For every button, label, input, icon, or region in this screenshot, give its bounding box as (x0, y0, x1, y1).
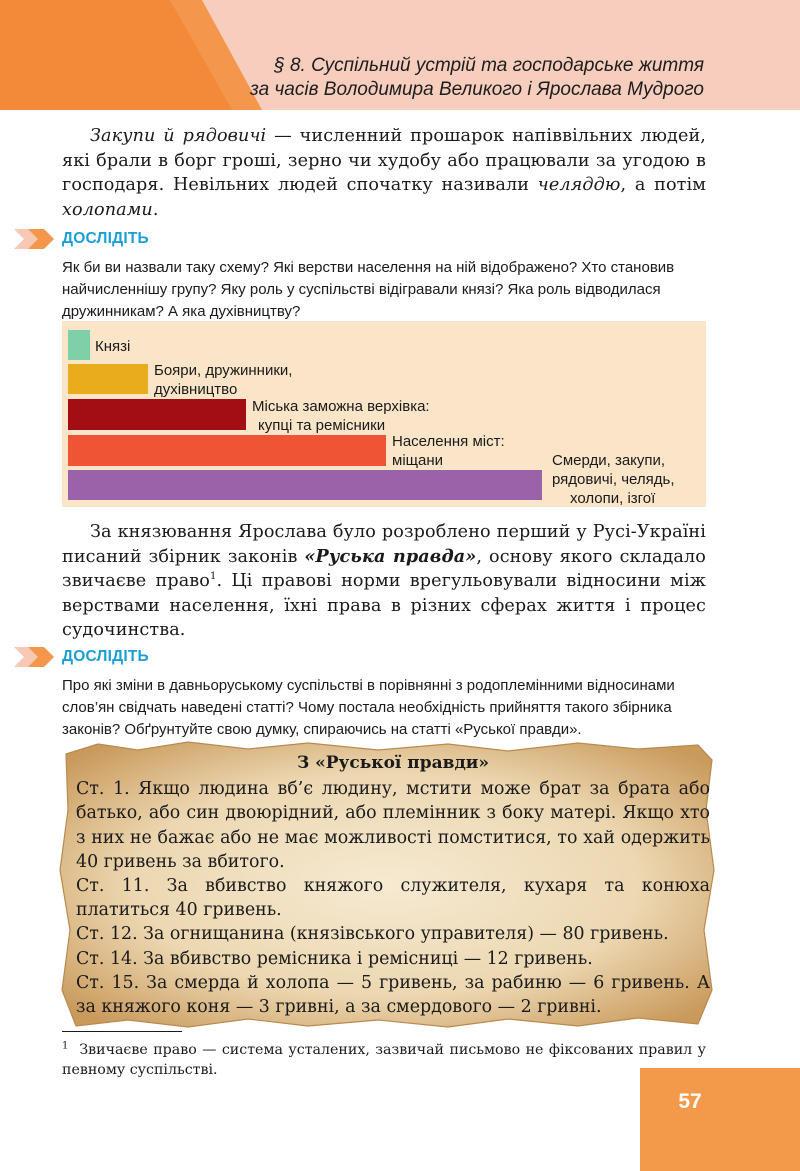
section-title-line2: за часів Володимира Великого і Ярослава Мудрого (249, 79, 704, 100)
term-cheliad: челяддю (537, 175, 621, 195)
label-townspeople (392, 432, 505, 470)
bar-townspeople (68, 435, 386, 466)
footnote-text: Звичаєве право — система усталених, зазвичай письмово не фіксованих правил у певному суспільстві. (62, 1042, 706, 1078)
paragraph-ruska-pravda (62, 520, 706, 643)
term-ruska-pravda: «Руська правда» (304, 545, 477, 567)
research-heading-2 (14, 646, 149, 668)
label-peasants-line3: холопи, ізгої (570, 490, 656, 507)
article-1: Ст. 1. Якщо людина вб’є людину, мстити може брат за брата або батько, або син двоюрідний, або племінник з боку матері. Якщо хто з них не бажає або не має можливості помститися, то хай одержить 40 гривень за вбитого. (76, 779, 710, 872)
label-boyars-line2: духівництво (154, 381, 238, 398)
label-peasants (552, 451, 675, 508)
label-urban-elite-line1: Міська заможна верхівка: (252, 398, 430, 415)
article-15: Ст. 15. За смерда й холопа — 5 гривень, за рабиню — 6 гривень. А за княжого коня — 3 гривні, а за смердового — 2 гривні. (76, 972, 710, 1018)
label-urban-elite-line2: купці та ремісники (258, 417, 386, 434)
research-question-1: Як би ви назвали таку схему? Які верстви населення на ній відображено? Хто становив найчисленнішу групу? Яку роль у суспільстві відігравали князі? Яка роль відводилася дружинникам? А яка духівництву? (62, 259, 675, 320)
chevron-arrow-icon (14, 647, 58, 667)
paragraph-text: . (152, 199, 159, 220)
chevron-arrow-icon (14, 229, 58, 249)
article-11: Ст. 11. За вбивство княжого служителя, кухаря та конюха платиться 40 гривень. (76, 876, 710, 921)
research-question-2: Про які зміни в давньоруському суспільстві в порівнянні з родоплемінними відносинами слов’ян свідчать наведені статті? Чому постала необхідність прийняття такого збірника законів? Обґрунтуйте свою думку, спираючись на статті «Руської правди». (62, 677, 675, 738)
paragraph-text: За князювання Ярослава було розроблено перший у Русі-Україні писаний збірник законів (62, 522, 706, 567)
label-boyars (154, 361, 292, 399)
paragraph-text: , а потім (620, 175, 707, 195)
label-peasants-line1: Смерди, закупи, (552, 452, 666, 469)
footnote (62, 1040, 706, 1080)
ruska-pravda-excerpt (76, 751, 710, 1019)
label-boyars-line1: Бояри, дружинники, (154, 362, 293, 379)
label-peasants-line2: рядовичі, челядь, (552, 471, 675, 488)
paragraph-text: — численний прошарок напіввільних людей, які брали в борг гроші, зерно чи худобу або працювали за угодою в господаря. Невільних людей спочатку називали (62, 126, 706, 195)
research-label: ДОСЛІДІТЬ (62, 648, 149, 665)
excerpt-title: З «Руської правди» (296, 753, 490, 773)
society-pyramid-diagram (62, 321, 706, 507)
label-princes: Князі (95, 338, 131, 355)
paragraph-serfs (62, 124, 706, 222)
article-12: Ст. 12. За огнищанина (князівського управителя) — 80 гривень. (76, 924, 669, 945)
article-14: Ст. 14. За вбивство ремісника і ремісниці — 12 гривень. (76, 948, 593, 969)
page-number: 57 (678, 1090, 702, 1113)
research-heading-1 (14, 228, 149, 250)
footnote-divider (62, 1031, 182, 1032)
label-townspeople-line1: Населення міст: (392, 433, 505, 450)
footnote-ref[interactable]: 1 (209, 571, 217, 583)
section-title-line1: § 8. Суспільний устрій та господарське життя (274, 55, 704, 76)
bar-urban-elite (68, 399, 246, 430)
bar-peasants (68, 470, 542, 500)
paragraph-text: , основу якого складало звичаєве право (62, 546, 706, 591)
bar-princes (68, 330, 90, 360)
page-number-box (640, 1068, 800, 1171)
footnote-mark: 1 (62, 1040, 69, 1052)
term-kholopy: холопами (62, 199, 153, 220)
label-urban-elite (252, 397, 430, 435)
paragraph-text: . Ці правові норми врегульовували відносини між верствами населення, їхні права в різних сферах життя і процес судочинства. (62, 571, 706, 640)
label-townspeople-line2: міщани (392, 452, 443, 469)
section-title (250, 54, 704, 102)
bar-boyars (68, 364, 148, 394)
term-zakupy: Закупи й рядовичі (90, 126, 267, 146)
research-label: ДОСЛІДІТЬ (62, 230, 149, 247)
